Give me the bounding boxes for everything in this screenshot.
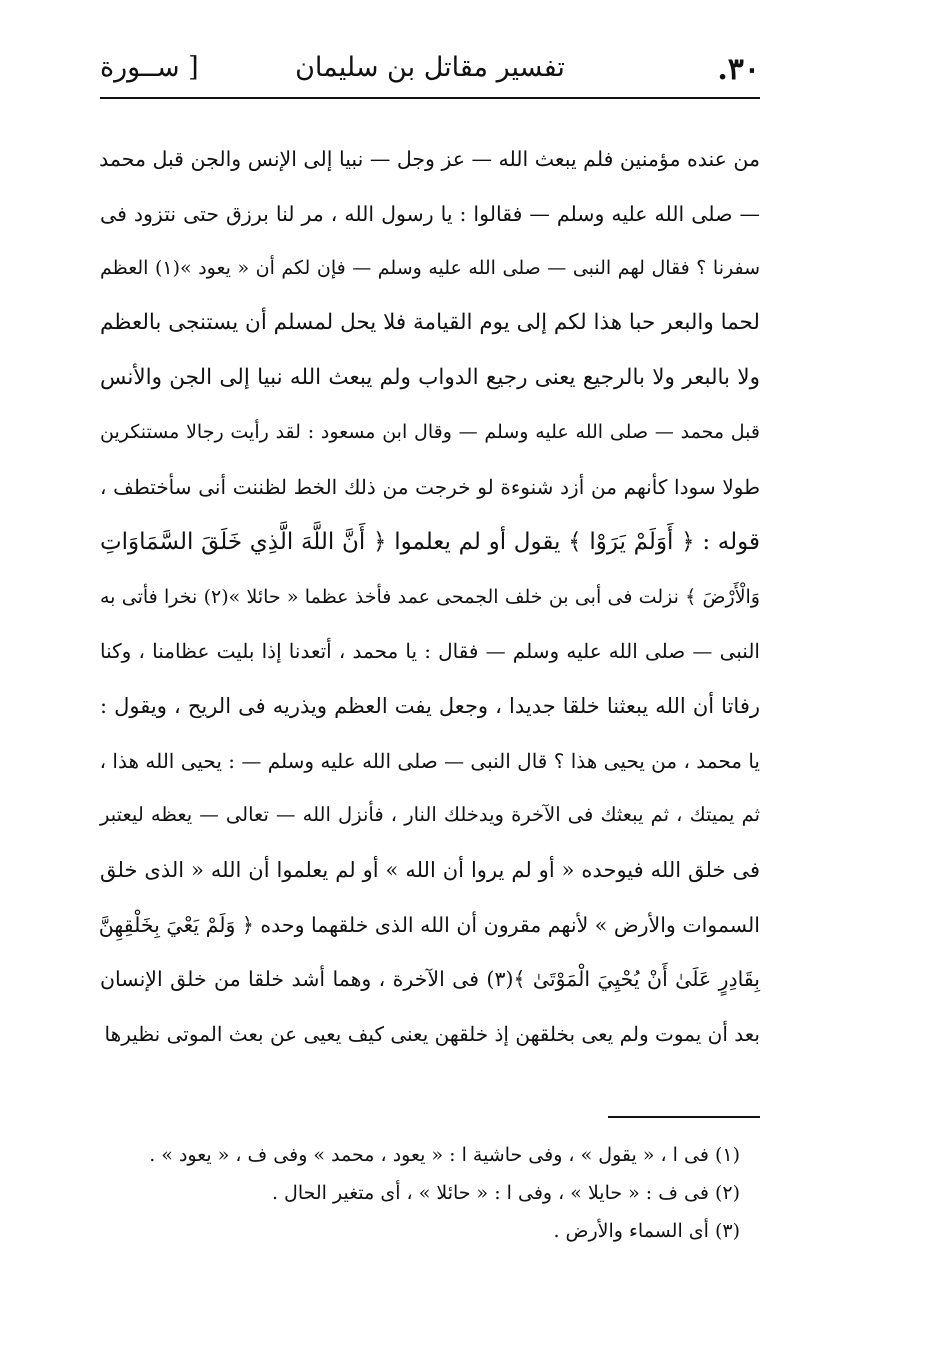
footnote: (١) فى ا ، « يقول » ، وفى حاشية ا : « يعود ، محمد » وفى ف ، « يعود » . — [149, 1144, 740, 1166]
text-line: ثم يميتك ، ثم يبعثك فى الآخرة ويدخلك النار ، فأنزل الله — تعالى — يعظه ليعتبر — [100, 803, 760, 827]
footnote: (٢) فى ف : « حايلا » ، وفى ا : « حائلا » ، أى متغير الحال . — [271, 1182, 740, 1204]
text-line: وَالْأَرْضَ ﴾ نزلت فى أبى بن خلف الجمحى عمد فأخذ عظما « حائلا »(٢) نخرا فأتى به — [100, 585, 760, 608]
text-line: — صلى الله عليه وسلم — فقالوا : يا رسول الله ، مر لنا برزق حتى نتزود فى — [100, 201, 760, 226]
text-line: فى خلق الله فيوحده « أو لم يروا أن الله » أو لم يعلموا أن الله « الذى خلق — [100, 857, 760, 882]
book-title: تفسير مقاتل بن سليمان — [295, 52, 565, 83]
text-line: يا محمد ، من يحيى هذا ؟ قال النبى — صلى الله عليه وسلم — : يحيى الله هذا ، — [99, 748, 760, 773]
text-line: السموات والأرض » لأنهم مقرون أن الله الذى خلقهما وحده ﴿ وَلَمْ يَعْيَ بِخَلْقِهِنَّ — [98, 912, 760, 937]
running-head — [100, 52, 760, 92]
text-line: قوله : ﴿ أَوَلَمْ يَرَوْا ﴾ يقول أو لم يعلموا ﴿ أَنَّ اللَّهَ الَّذِي خَلَقَ السَّمَاوَاتِ — [100, 528, 760, 555]
text-line: بِقَادِرٍ عَلَىٰ أَنْ يُحْيِيَ الْمَوْتَىٰ ﴾(٣) فى الآخرة ، وهما أشد خلقا من خلق الإنسان — [100, 967, 760, 992]
text-line: لحما والبعر حبا هذا لكم إلى يوم القيامة فلا يحل لمسلم أن يستنجى بالعظم — [100, 310, 760, 336]
footnote-rule — [608, 1116, 760, 1118]
text-line: سفرنا ؟ فقال لهم النبى — صلى الله عليه وسلم — فإن لكم أن « يعود »(١) العظم — [100, 257, 760, 280]
text-line: بعد أن يموت ولم يعى بخلقهن إذ خلقهن يعنى كيف يعيى عن بعث الموتى نظيرها — [104, 1022, 760, 1046]
header-rule — [100, 97, 760, 99]
page-number: ٣٠. — [717, 52, 760, 87]
text-line: طولا سودا كأنهم من أزد شنوءة لو خرجت من ذلك الخط لظننت أنى سأختطف ، — [100, 475, 760, 500]
text-line: النبى — صلى الله عليه وسلم — فقال : يا محمد ، أتعدنا إذا بليت عظامنا ، وكنا — [100, 639, 760, 664]
body-text — [100, 132, 760, 1062]
text-line: رفاتا أن الله يبعثنا خلقا جديدا ، وجعل يفت العظم ويذريه فى الريح ، ويقول : — [100, 693, 760, 718]
text-line: ولا بالبعر ولا بالرجيع يعنى رجيع الدواب ولم يبعث الله نبيا إلى الجن والأنس — [100, 364, 760, 390]
footnotes — [100, 1136, 740, 1250]
text-line: قبل محمد — صلى الله عليه وسلم — وقال ابن مسعود : لقد رأيت رجالا مستنكرين — [100, 421, 760, 444]
footnote: (٣) أى السماء والأرض . — [553, 1220, 740, 1242]
text-line: من عنده مؤمنين فلم يبعث الله — عز وجل — نبيا إلى الإنس والجن قبل محمد — [99, 147, 760, 171]
sura-label: [ ســورة — [100, 52, 199, 83]
